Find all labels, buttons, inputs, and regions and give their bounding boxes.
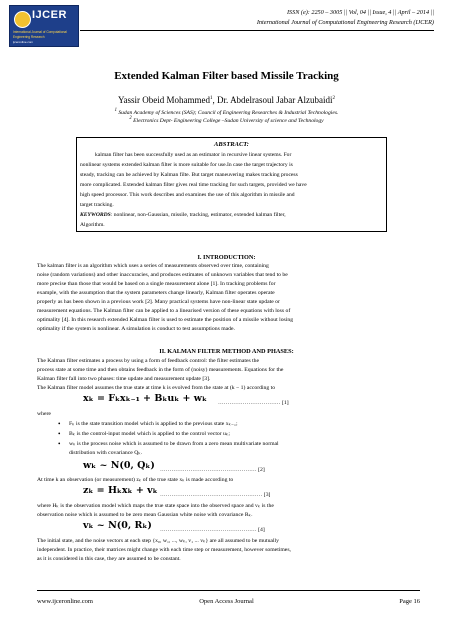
paragraph-line: optimality [4]. In this research extended Kalman filter is used to estimate the position of a missile without losing xyxy=(37,317,294,323)
logo-line-1: International Journal of Computational xyxy=(13,30,67,34)
equation-4-number: …………………………………………… [4] xyxy=(160,527,265,533)
paragraph-line: more precise than those that would be based on a single measurement alone [1]. In tracking problems for xyxy=(37,281,276,287)
bullet-text-continued: distribution with covariance Qₖ. xyxy=(69,450,143,456)
paragraph-line: independent. In practice, their matrices might change with each time step or measurement, however sometimes, xyxy=(37,547,291,553)
equation-3-number: ……………………………………………… [3] xyxy=(160,492,271,498)
abstract-line: more complicated. Extended kalman filter gives real time tracking for such targets, provided we have xyxy=(80,182,307,188)
section-heading: II. KALMAN FILTER METHOD AND PHASES: xyxy=(159,348,294,355)
paragraph-line: Kalman filter fall into two phases: time update and measurement update [3]. xyxy=(37,376,211,382)
paragraph-line: noise (random variations) and other inaccuracies, and produces estimates of unknown variables that tend to be xyxy=(37,272,288,278)
bullet-text: Fₖ is the state transition model which is applied to the previous state xₖ₋₁; xyxy=(69,421,238,427)
bullet-text: Bₖ is the control-input model which is applied to the control vector uₖ; xyxy=(69,431,230,437)
equation-4: vₖ ~ N(0, Rₖ) xyxy=(83,520,152,531)
affiliation-1 xyxy=(0,108,453,116)
author-list xyxy=(0,95,453,105)
equation-2-number: …………………………………………… [2] xyxy=(160,467,265,473)
equation-2: wₖ ~ N(0, Qₖ) xyxy=(83,460,155,471)
bullet-icon: • xyxy=(58,430,61,438)
author-2: Abdelrasoul Jabar Alzubaidi xyxy=(230,95,333,105)
paper-title: Extended Kalman Filter based Missile Tracking xyxy=(114,70,339,82)
globe-icon xyxy=(14,11,31,28)
affiliation-1-text: Sudan Academy of Sciences (SAS); Council of Engineering Researches & Industrial Technologies. xyxy=(118,109,339,116)
paragraph-line: example, with the assumption that the system parameters change linearly, Kalman filter operates operate xyxy=(37,290,275,296)
abstract-heading: ABSTRACT: xyxy=(214,141,249,148)
keywords-line xyxy=(80,212,286,218)
affiliation-1-sup: 1 xyxy=(114,108,117,113)
affiliation-2-text: Electronics Dept- Engineering College –Sudan University of science and Technology xyxy=(133,117,324,124)
footer-rule xyxy=(37,590,420,591)
paragraph-line: measurement equations. The Kalman filter can be applied to a linearised version of these equations with loss of xyxy=(37,308,291,314)
bullet-icon: • xyxy=(58,440,61,448)
abstract-line: target tracking. xyxy=(80,202,114,208)
abstract-line: high speed processor. This work describes and examines the use of this algorithm in missile and xyxy=(80,192,295,198)
bullet-icon: • xyxy=(58,420,61,428)
bullet-text: wₖ is the process noise which is assumed to be drawn from a zero mean multivariate normal xyxy=(69,441,279,447)
page-number: Page 16 xyxy=(399,598,420,605)
logo-line-3: ijceronline.com xyxy=(13,40,34,44)
author-1: Yassir Obeid Mohammed xyxy=(117,95,211,105)
paragraph-line: The Kalman filter estimates a process by using a form of feedback control: the filter estimates the xyxy=(37,358,260,364)
footer-center: Open Access Journal xyxy=(199,598,254,605)
footer-url[interactable]: www.ijceronline.com xyxy=(37,598,93,605)
author-separator: , Dr. xyxy=(212,95,231,105)
paragraph-line: optimality if the system is nonlinear. A simulation is conduct to test assumptions made. xyxy=(37,326,235,332)
abstract-line: kalman filter has been successfully used as an estimator in recursive linear systems. For xyxy=(95,152,292,158)
keywords-label: KEYWORDS xyxy=(80,212,111,218)
where-label: where xyxy=(37,411,51,417)
author-2-sup: 2 xyxy=(332,96,336,101)
equation-3: zₖ = Hₖxₖ + vₖ xyxy=(83,485,158,496)
paragraph-line: The kalman filter is an algorithm which uses a series of measurements observed over time, containing xyxy=(37,263,269,269)
equation-1-number: …………………………… [1] xyxy=(218,400,289,406)
paragraph-line: properly as has been shown in a previous work [2]. Many practical systems have non-linear state update or xyxy=(37,299,280,305)
equation-1: xₖ = Fₖxₖ₋₁ + Bₖuₖ + wₖ xyxy=(83,393,207,404)
abstract-line: steady, tracking can be achieved by Kalman filte. But target maneuvering makes tracking process xyxy=(80,172,298,178)
header-rule xyxy=(80,30,434,31)
paragraph-line: where Hₖ is the observation model which maps the true state space into the observed space and vₖ is the xyxy=(37,503,274,509)
paragraph-line: observation noise which is assumed to be zero mean Gaussian white noise with covariance Rₖ. xyxy=(37,512,253,518)
abstract-line: nonlinear systems extended kalman filter is more suitable for use.In case the target trajectory is xyxy=(80,162,293,168)
paragraph-line: process state at some time and then obtains feedback in the form of (noisy) measurements. Equations for the xyxy=(37,367,284,373)
author-1-sup: 1 xyxy=(210,96,213,101)
paragraph-line: as it is considered in this case, they are assumed to be constant. xyxy=(37,556,181,562)
keywords-text: : nonlinear, non-Gaussian, missile, tracking, estimator, extended kalman filter, xyxy=(110,212,286,218)
paragraph-line: The Kalman filter model assumes the true state at time k is evolved from the state at (k − 1) according to xyxy=(37,385,276,391)
journal-line: International Journal of Computational Engineering Research (IJCER) xyxy=(256,19,434,26)
logo-brand: IJCER xyxy=(32,9,67,21)
paragraph-line: At time k an observation (or measurement) zₖ of the true state xₖ is made according to xyxy=(37,477,234,483)
affiliation-2 xyxy=(0,116,453,124)
keywords-continued: Algorithm. xyxy=(80,222,105,228)
paragraph-line: The initial state, and the noise vectors at each step {x₀, w₁, ..., wₖ, v₁ ... vₖ} are all assumed to be mutually xyxy=(37,538,279,544)
journal-logo xyxy=(9,5,79,47)
abstract-box xyxy=(76,137,387,232)
issn-line: ISSN (e): 2250 – 3005 || Vol, 04 || Issue, 4 || April – 2014 || xyxy=(286,9,434,16)
affiliation-2-sup: 2 xyxy=(129,116,132,121)
section-heading: I. INTRODUCTION: xyxy=(197,254,256,261)
logo-line-2: Engineering Research xyxy=(13,35,45,39)
